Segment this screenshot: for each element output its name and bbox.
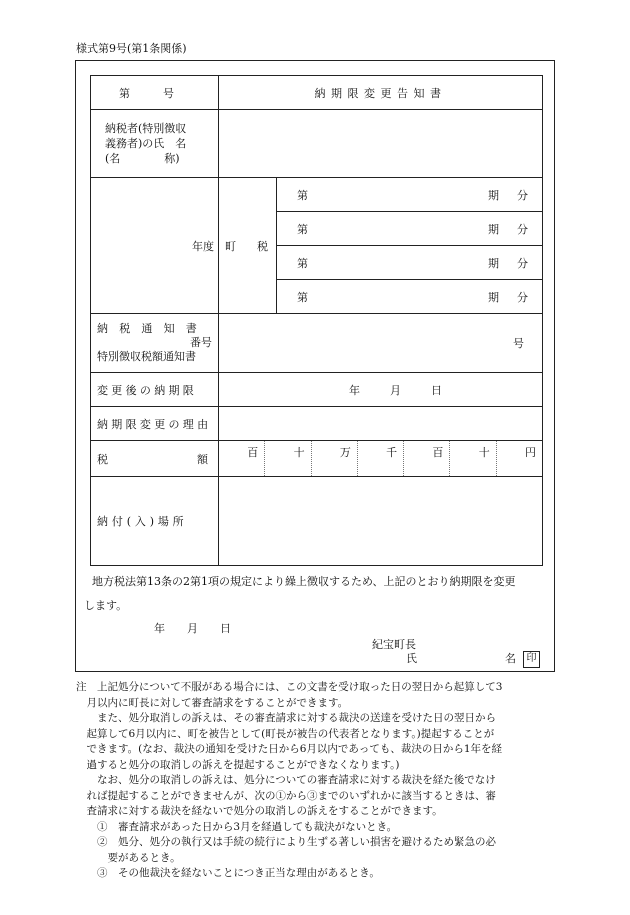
- signature-label: 氏 名: [406, 652, 516, 665]
- note-line: ② 処分、処分の執行又は手続の続行により生ずる著しい損害を避けるため緊急の必: [76, 836, 496, 848]
- period-bun: 分: [517, 290, 528, 304]
- statement-line-2: します。: [84, 599, 128, 612]
- notice-label-line-2: 番号: [190, 336, 212, 349]
- number-label-cell: [91, 76, 219, 110]
- amount-unit: 百: [219, 441, 265, 476]
- note-line: 月以内に町長に対して審査請求をすることができます。: [76, 696, 349, 709]
- change-reason-label: 納期限変更の理由: [91, 407, 219, 441]
- note-line: ① 審査請求があった日から3月を経過しても裁決がないとき。: [76, 820, 398, 833]
- tax-amount-label: [91, 441, 219, 477]
- period-bun: 分: [517, 188, 528, 202]
- period-row[interactable]: [277, 212, 543, 246]
- date-month: 月: [390, 383, 401, 397]
- taxpayer-name-label: [91, 110, 219, 178]
- new-deadline-field[interactable]: [219, 373, 543, 407]
- taxpayer-label-line-3: (名 称): [105, 152, 180, 165]
- number-label: 第 号: [119, 86, 174, 100]
- note-line: 注 上記処分について不服がある場合には、この文書を受け取った日の翌日から起算して3: [76, 681, 503, 693]
- fiscal-year-label: 年度: [192, 239, 214, 253]
- notice-number-label: [91, 314, 219, 373]
- date-day: 日: [431, 383, 442, 397]
- tax-amount-field[interactable]: [219, 441, 543, 477]
- note-line: 過すると処分の取消しの訴えを提起することができなくなります。): [76, 758, 400, 771]
- note-line: 起算して6月以内に、町を被告として(町長が被告の代表者となります。)提起することが: [76, 727, 495, 740]
- amount-unit: 円: [524, 446, 536, 459]
- period-dai: 第: [297, 222, 308, 236]
- note-line: ③ その他裁決を経ないことにつき正当な理由があるとき。: [76, 867, 380, 879]
- tax-amount-char-1: 税: [97, 452, 108, 466]
- taxpayer-name-field[interactable]: [219, 110, 543, 178]
- period-ki: 期: [488, 188, 499, 202]
- form-number-label: 様式第9号(第1条関係): [76, 42, 187, 55]
- issue-date: 年 月 日: [154, 622, 231, 635]
- period-dai: 第: [297, 188, 308, 202]
- notice-number-field[interactable]: [219, 314, 543, 373]
- amount-unit: 十: [450, 441, 496, 476]
- payment-place-label: 納付(入)場所: [91, 477, 219, 566]
- change-reason-field[interactable]: [219, 407, 543, 441]
- notice-label-line-1: 納 税 通 知 書: [97, 322, 201, 335]
- period-row[interactable]: [277, 246, 543, 280]
- payment-place-field[interactable]: [219, 477, 543, 566]
- amount-unit: 万: [312, 441, 358, 476]
- notice-number-suffix: 号: [513, 337, 524, 350]
- period-row[interactable]: [277, 178, 543, 212]
- tax-amount-char-2: 額: [197, 452, 208, 466]
- amount-unit: 十: [265, 441, 311, 476]
- appeal-notes: [76, 680, 556, 882]
- note-line: また、処分取消しの訴えは、その審査請求に対する裁決の送達を受けた日の翌日から: [76, 712, 496, 724]
- seal-mark: 印: [523, 651, 540, 668]
- notice-table: [90, 75, 543, 566]
- period-row[interactable]: [277, 280, 543, 314]
- period-dai: 第: [297, 256, 308, 270]
- mayor-title: 紀宝町長: [372, 638, 416, 651]
- taxpayer-label-line-2: 義務者)の氏 名: [105, 137, 187, 150]
- period-ki: 期: [488, 290, 499, 304]
- new-deadline-label: 変更後の納期限: [91, 373, 219, 407]
- tax-type-char-1: 町: [225, 239, 236, 253]
- period-bun: 分: [517, 222, 528, 236]
- amount-unit: 百: [404, 441, 450, 476]
- note-line: れば提起することができませんが、次の①から③までのいずれかに該当するときは、審: [76, 789, 496, 802]
- note-line: 査請求に対する裁決を経ないで処分の取消しの訴えをすることができます。: [76, 805, 443, 817]
- note-line: できます。(なお、裁決の通知を受けた日から6月以内であっても、裁決の日から1年を経: [76, 743, 503, 755]
- period-ki: 期: [488, 256, 499, 270]
- amount-unit: 千: [358, 441, 404, 476]
- taxpayer-label-line-1: 納税者(特別徴収: [105, 122, 187, 135]
- statement-line-1: 地方税法第13条の2第1項の規定により繰上徴収するため、上記のとおり納期限を変更: [92, 575, 516, 588]
- period-dai: 第: [297, 290, 308, 304]
- period-bun: 分: [517, 256, 528, 270]
- notice-label-line-3: 特別徴収税額通知書: [97, 350, 196, 363]
- note-line: 要があるとき。: [76, 851, 181, 864]
- date-year: 年: [349, 383, 360, 397]
- tax-type-char-2: 税: [257, 239, 268, 253]
- document-title: 納期限変更告知書: [219, 76, 543, 110]
- note-line: なお、処分の取消しの訴えは、処分についての審査請求に対する裁決を経た後でなけ: [76, 774, 496, 786]
- fiscal-year-cell: [91, 178, 219, 314]
- tax-type-cell: [219, 178, 277, 314]
- period-ki: 期: [488, 222, 499, 236]
